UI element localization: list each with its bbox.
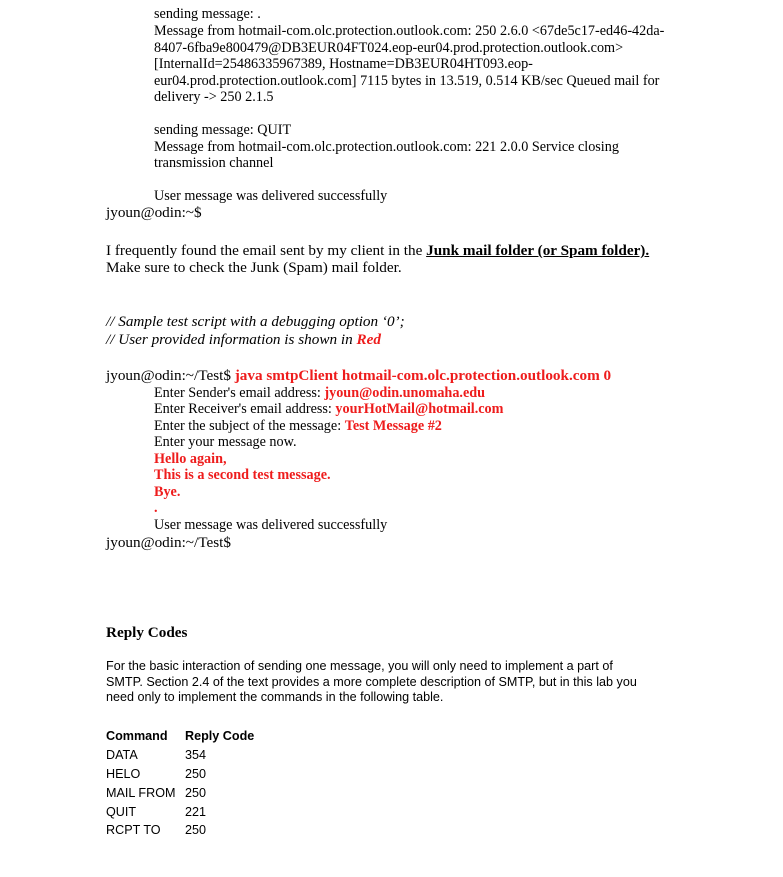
header-command: Command xyxy=(106,729,168,744)
table-row xyxy=(106,802,254,821)
code-cell: 250 xyxy=(185,766,207,781)
subject-label: Enter the subject of the message: xyxy=(154,418,345,434)
session-end-prompt: jyoun@odin:~/Test$ xyxy=(106,534,231,551)
reply-code-table xyxy=(106,727,254,840)
table-row xyxy=(106,765,254,784)
code-cell: 250 xyxy=(185,823,207,838)
table-row xyxy=(106,783,254,802)
sender-value: jyoun@odin.unomaha.edu xyxy=(324,385,486,401)
shell-prompt: jyoun@odin:~/Test$ xyxy=(106,367,231,384)
command-line xyxy=(106,367,611,385)
section-heading: Reply Codes xyxy=(106,624,188,641)
header-reply-code: Reply Code xyxy=(185,729,255,744)
comment-red-word: Red xyxy=(356,331,381,348)
reply-paragraph-line: For the basic interaction of sending one message, you will only need to implement a part of xyxy=(106,659,613,673)
message-line: This is a second test message. xyxy=(154,467,331,483)
receiver-value: yourHotMail@hotmail.com xyxy=(335,401,504,417)
message-prompt: Enter your message now. xyxy=(154,434,297,450)
message-line: Bye. xyxy=(154,484,181,500)
script-comment: // Sample test script with a debugging option ‘0’; xyxy=(106,313,405,330)
message-line: Hello again, xyxy=(154,451,227,467)
log-prompt: jyoun@odin:~$ xyxy=(106,204,202,221)
log-sending-data: sending message: . xyxy=(154,6,261,22)
subject-value: Test Message #2 xyxy=(344,418,442,434)
code-cell: 250 xyxy=(185,785,207,800)
command-cell: MAIL FROM xyxy=(106,785,176,800)
command-cell: HELO xyxy=(106,766,141,781)
subject-line xyxy=(154,418,442,435)
log-data-reply-line: eur04.prod.protection.outlook.com] 7115 bytes in 13.519, 0.514 KB/sec Queued mail for xyxy=(154,73,660,89)
command-cell: DATA xyxy=(106,748,138,763)
log-data-reply-line: delivery -> 250 2.1.5 xyxy=(154,89,274,105)
sender-line xyxy=(154,385,485,402)
receiver-line xyxy=(154,401,503,418)
table-header-row xyxy=(106,727,254,746)
command-cell: QUIT xyxy=(106,804,137,819)
session-delivered: User message was delivered successfully xyxy=(154,517,388,533)
reply-paragraph-line: need only to implement the commands in the following table. xyxy=(106,690,444,704)
command-input: java smtpClient hotmail-com.olc.protection.outlook.com 0 xyxy=(230,367,612,384)
junk-folder-emphasis: Junk mail folder (or Spam folder). xyxy=(426,242,650,259)
sender-label: Enter Sender's email address: xyxy=(154,385,325,401)
log-delivered: User message was delivered successfully xyxy=(154,188,388,204)
code-cell: 221 xyxy=(185,804,207,819)
log-data-reply-line: [InternalId=25486335967389, Hostname=DB3EUR04HT093.eop- xyxy=(154,56,533,72)
comment-prefix: // User provided information is shown in xyxy=(106,331,357,348)
log-quit-reply-line: transmission channel xyxy=(154,155,274,171)
script-comment-red xyxy=(106,331,381,349)
junk-note-line xyxy=(106,242,649,260)
receiver-label: Enter Receiver's email address: xyxy=(154,401,336,417)
junk-note-prefix: I frequently found the email sent by my client in the xyxy=(106,242,427,259)
log-sending-quit: sending message: QUIT xyxy=(154,122,292,138)
junk-note-line2: Make sure to check the Junk (Spam) mail folder. xyxy=(106,259,402,276)
table-row xyxy=(106,821,254,840)
log-data-reply-line: Message from hotmail-com.olc.protection.outlook.com: 250 2.6.0 <67de5c17-ed46-42da- xyxy=(154,23,665,39)
log-quit-reply-line: Message from hotmail-com.olc.protection.outlook.com: 221 2.0.0 Service closing xyxy=(154,139,619,155)
table-row xyxy=(106,746,254,765)
reply-paragraph-line: SMTP. Section 2.4 of the text provides a more complete description of SMTP, but in this lab you xyxy=(106,675,637,689)
message-terminator: . xyxy=(154,500,158,516)
code-cell: 354 xyxy=(185,748,207,763)
log-data-reply-line: 8407-6fba9e800479@DB3EUR04FT024.eop-eur04.prod.protection.outlook.com> xyxy=(154,40,624,56)
command-cell: RCPT TO xyxy=(106,823,161,838)
